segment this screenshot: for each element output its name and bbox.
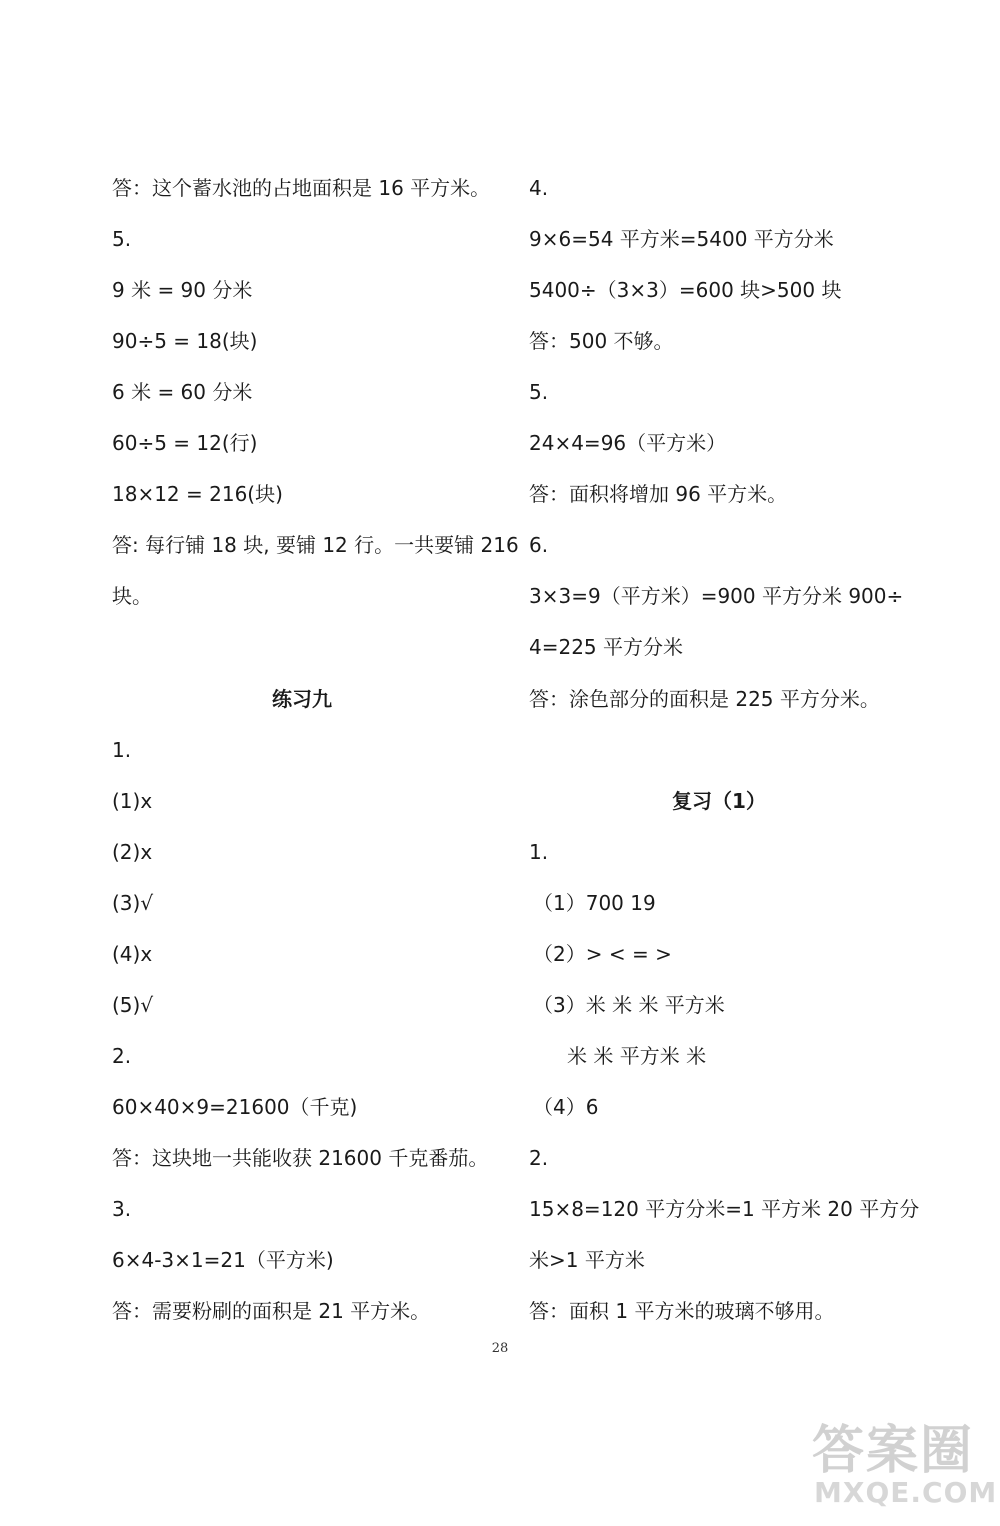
answer-line: 答: 每行铺 18 块, 要铺 12 行。一共要铺 216 <box>112 533 519 557</box>
equation-line-continued: 4=225 平方分米 <box>529 635 684 659</box>
question-number: 6. <box>529 533 549 557</box>
question-number: 4. <box>529 176 549 200</box>
equation-line: 60×40×9=21600（千克) <box>112 1095 358 1119</box>
question-number: 3. <box>112 1197 132 1221</box>
question-number: 5. <box>112 227 132 251</box>
answer-line-continued: 块。 <box>112 584 152 608</box>
section-heading: 练习九 <box>272 687 332 711</box>
judgment-item: (3)√ <box>112 891 154 915</box>
fill-in-item: （1）700 19 <box>533 891 656 915</box>
watermark-url: MXQE.COM <box>814 1476 998 1509</box>
judgment-item: (4)x <box>112 942 153 966</box>
fill-in-item: （4）6 <box>533 1095 599 1119</box>
equation-line: 6 米 = 60 分米 <box>112 380 253 404</box>
equation-line: 9×6=54 平方米=5400 平方分米 <box>529 227 834 251</box>
equation-line: 15×8=120 平方分米=1 平方米 20 平方分 <box>529 1197 920 1221</box>
judgment-item: (2)x <box>112 840 153 864</box>
answer-line: 答：500 不够。 <box>529 329 674 353</box>
answer-line: 答：这个蓄水池的占地面积是 16 平方米。 <box>112 176 491 200</box>
question-number: 1. <box>112 738 132 762</box>
answer-line: 答：这块地一共能收获 21600 千克番茄。 <box>112 1146 489 1170</box>
equation-line: 9 米 = 90 分米 <box>112 278 253 302</box>
watermark-text: 答案圈 <box>812 1421 975 1481</box>
watermark-logo <box>804 1408 998 1518</box>
fill-in-item: （3）米 米 米 平方米 <box>533 993 725 1017</box>
equation-line: 90÷5 = 18(块) <box>112 329 258 353</box>
section-heading: 复习（1） <box>672 789 766 813</box>
equation-line: 18×12 = 216(块) <box>112 482 283 506</box>
fill-in-item: （2）> < = > <box>533 942 672 966</box>
judgment-item: (1)x <box>112 789 153 813</box>
equation-line: 60÷5 = 12(行) <box>112 431 258 455</box>
equation-line: 5400÷（3×3）=600 块>500 块 <box>529 278 842 302</box>
equation-line: 24×4=96（平方米） <box>529 431 727 455</box>
answer-line: 答：面积 1 平方米的玻璃不够用。 <box>529 1299 835 1323</box>
page-number: 28 <box>491 1341 509 1356</box>
answer-line: 答：涂色部分的面积是 225 平方分米。 <box>529 687 880 711</box>
answer-line: 答：面积将增加 96 平方米。 <box>529 482 788 506</box>
question-number: 2. <box>529 1146 549 1170</box>
question-number: 2. <box>112 1044 132 1068</box>
equation-line: 6×4-3×1=21（平方米) <box>112 1248 334 1272</box>
question-number: 1. <box>529 840 549 864</box>
equation-line-continued: 米>1 平方米 <box>529 1248 645 1272</box>
fill-in-item-continued: 米 米 平方米 米 <box>567 1044 707 1068</box>
answer-line: 答：需要粉刷的面积是 21 平方米。 <box>112 1299 431 1323</box>
judgment-item: (5)√ <box>112 993 154 1017</box>
equation-line: 3×3=9（平方米）=900 平方分米 900÷ <box>529 584 904 608</box>
question-number: 5. <box>529 380 549 404</box>
